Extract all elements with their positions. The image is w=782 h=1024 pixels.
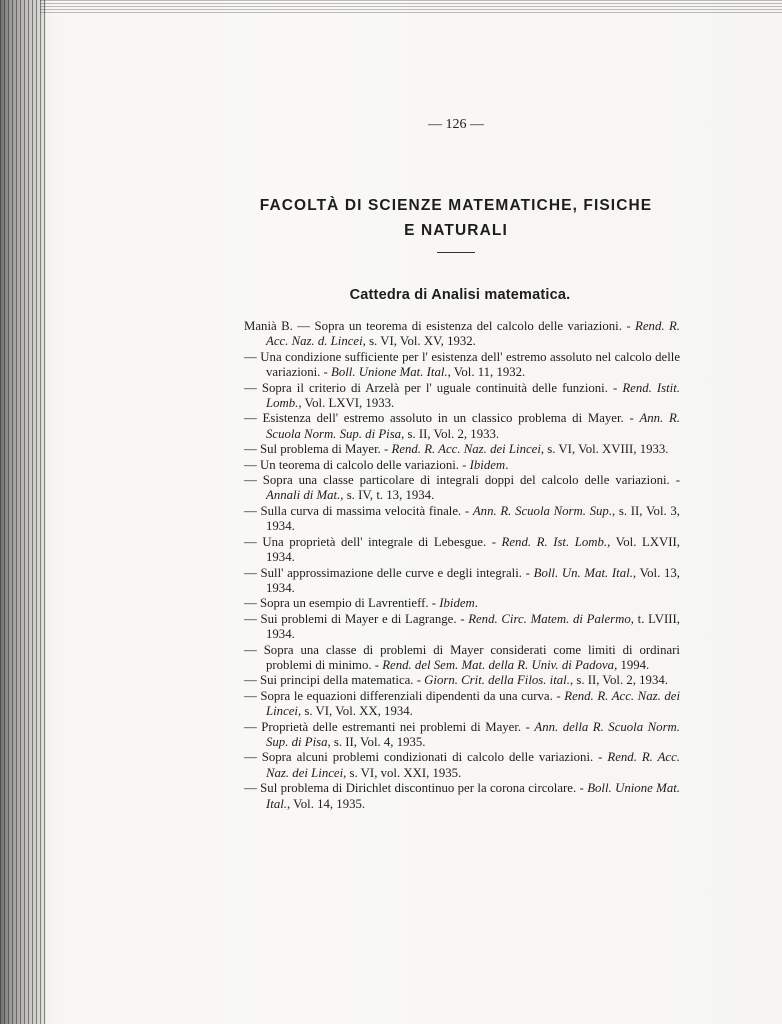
entry-lead: — Sul problema di Mayer. - xyxy=(244,442,392,457)
entry-journal: Ibidem xyxy=(439,596,475,611)
entry-journal: Rend. R. Ist. Lomb. xyxy=(501,534,608,549)
entry-rest: , Vol. 13, 1934. xyxy=(266,565,681,595)
bibliography-entry xyxy=(244,442,680,457)
bibliography-entry xyxy=(244,781,680,812)
entry-journal: Boll. Unione Mat. Ital. xyxy=(266,781,680,811)
bibliography-entry xyxy=(244,458,680,473)
entry-journal: Annali di Mat. xyxy=(266,488,341,503)
bibliography-entry xyxy=(244,535,680,566)
entry-lead: — Sul problema di Dirichlet discontinuo per la corona circolare. - xyxy=(244,781,588,796)
entry-journal: Giorn. Crit. della Filos. ital. xyxy=(424,673,570,688)
entry-rest: , Vol. 11, 1932. xyxy=(447,365,526,380)
bibliography-entry xyxy=(244,411,680,442)
entry-lead: — Sopra alcuni problemi condizionati di calcolo delle variazioni. - xyxy=(244,750,608,765)
entry-rest: , s. II, Vol. 2, 1933. xyxy=(401,426,500,441)
entry-rest: . xyxy=(474,596,478,611)
entry-lead: — Esistenza dell' estremo assoluto in un classico problema di Mayer. - xyxy=(244,411,640,426)
chair-heading: Cattedra di Analisi matematica. xyxy=(349,287,571,303)
entry-lead: — Sopra le equazioni differenziali dipendenti da una curva. - xyxy=(244,688,565,703)
entry-lead: — Una condizione sufficiente per l' esistenza dell' estremo assoluto nel calcolo delle variazioni. - xyxy=(244,349,680,380)
entry-journal: Ann. della R. Scuola Norm. Sup. di Pisa xyxy=(266,719,680,749)
bibliography-entry xyxy=(244,643,680,674)
entry-journal: Rend. R. Acc. Naz. dei Lincei xyxy=(266,750,680,780)
entry-rest: , s. IV, t. 13, 1934. xyxy=(340,488,435,503)
entry-journal: Rend. R. Acc. Naz. dei Lincei xyxy=(266,688,680,719)
entry-journal: Ibidem xyxy=(469,457,506,472)
bibliography-entry xyxy=(244,473,680,504)
entry-journal: Ann. R. Scuola Norm. Sup. xyxy=(472,503,613,518)
entry-rest: , Vol. LXVII, 1934. xyxy=(266,534,680,565)
faculty-heading-line1: FACOLTÀ DI SCIENZE MATEMATICHE, FISICHE xyxy=(259,197,653,214)
heading-divider xyxy=(437,252,475,253)
bibliography-list xyxy=(244,319,680,812)
entry-lead: Manià B. — Sopra un teorema di esistenza del calcolo delle variazioni. - xyxy=(244,319,636,333)
entry-lead: — Sopra una classe particolare di integrali doppi del calcolo delle variazioni. - xyxy=(244,473,680,488)
entry-rest: , s. II, Vol. 3, 1934. xyxy=(266,503,680,534)
entry-rest: . xyxy=(505,457,509,472)
faculty-heading-line2: E NATURALI xyxy=(404,222,508,239)
entry-rest: , s. VI, Vol. XVIII, 1933. xyxy=(540,442,669,457)
bibliography-entry xyxy=(244,504,680,535)
entry-journal: Rend. R. Acc. Naz. dei Lincei xyxy=(391,442,541,457)
bibliography-entry xyxy=(244,381,680,412)
entry-rest: , s. II, Vol. 4, 1935. xyxy=(327,734,426,749)
entry-lead: — Sui principi della matematica. - xyxy=(244,673,425,688)
entry-lead: — Sopra il criterio di Arzelà per l' uguale continuità delle funzioni. - xyxy=(244,380,623,395)
entry-rest: , Vol. 14, 1935. xyxy=(286,796,366,811)
entry-rest: , s. II, Vol. 2, 1934. xyxy=(569,673,668,688)
entry-journal: Rend. Circ. Matem. di Palermo xyxy=(468,611,631,626)
entry-rest: , 1994. xyxy=(614,657,650,672)
bibliography-entry xyxy=(244,596,680,611)
page-number: — 126 — xyxy=(428,117,484,132)
entry-rest: , s. VI, vol. XXI, 1935. xyxy=(343,765,462,780)
entry-lead: — Sui problemi di Mayer e di Lagrange. - xyxy=(244,611,469,626)
entry-journal: Boll. Unione Mat. Ital. xyxy=(331,365,448,380)
bibliography-entry xyxy=(244,750,680,781)
entry-rest: , Vol. LXVI, 1933. xyxy=(298,396,395,411)
entry-rest: , s. VI, Vol. XX, 1934. xyxy=(298,704,413,719)
bibliography-entry xyxy=(244,612,680,643)
entry-lead: — Un teorema di calcolo delle variazioni. - xyxy=(244,457,470,472)
entry-journal: Rend. del Sem. Mat. della R. Univ. di Padova xyxy=(382,657,615,672)
entry-rest: , s. VI, Vol. XV, 1932. xyxy=(362,334,476,349)
entry-lead: — Una proprietà dell' integrale di Lebesgue. - xyxy=(244,534,502,549)
entry-journal: Rend. R. Acc. Naz. d. Lincei xyxy=(266,319,680,349)
entry-journal: Boll. Un. Mat. Ital. xyxy=(533,565,633,580)
bibliography-entry xyxy=(244,720,680,751)
bibliography-entry xyxy=(244,566,680,597)
entry-lead: — Sopra una classe di problemi di Mayer considerati come limiti di ordinari problemi di minimo. - xyxy=(244,642,680,672)
bibliography-entry xyxy=(244,689,680,720)
entry-lead: — Sopra un esempio di Lavrentieff. - xyxy=(244,596,440,611)
entry-lead: — Sull' approssimazione delle curve e degli integrali. - xyxy=(244,565,534,580)
book-binding-edge xyxy=(0,0,46,1024)
entry-journal: Ann. R. Scuola Norm. Sup. di Pisa xyxy=(266,411,681,441)
bibliography-entry xyxy=(244,350,680,381)
faculty-heading xyxy=(236,193,676,243)
entry-rest: , t. LVIII, 1934. xyxy=(266,611,680,642)
entry-lead: — Proprietà delle estremanti nei problemi di Mayer. - xyxy=(244,719,535,734)
page-top-edge xyxy=(40,0,782,14)
bibliography-entry xyxy=(244,673,680,688)
entry-lead: — Sulla curva di massima velocità finale. - xyxy=(244,503,473,518)
entry-journal: Rend. Istit. Lomb. xyxy=(266,380,680,411)
bibliography-entry xyxy=(244,319,680,350)
